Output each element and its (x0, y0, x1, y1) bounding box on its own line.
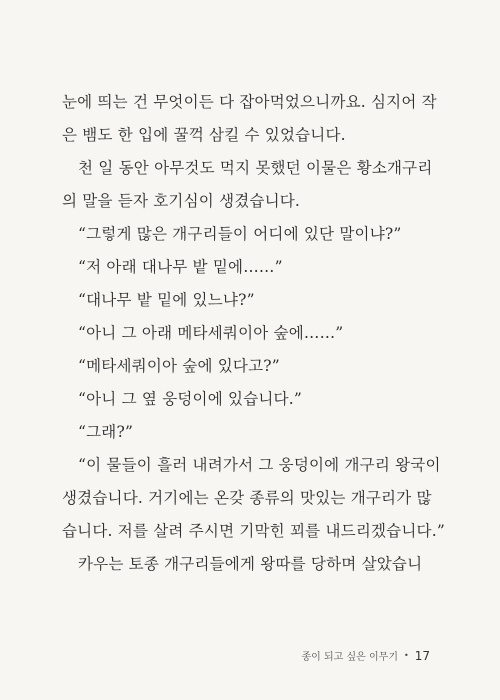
text-line: 의 말을 듣자 호기심이 생겼습니다. (62, 192, 301, 210)
text-line: “그래?” (78, 423, 134, 441)
page-footer (302, 648, 430, 663)
text-line: “이 물들이 흘러 내려가서 그 웅덩이에 개구리 왕국이 (78, 456, 441, 474)
text-line: “그렇게 많은 개구리들이 어디에 있단 말이냐?” (78, 225, 402, 243)
text-line: 눈에 띄는 건 무엇이든 다 잡아먹었으니까요. 심지어 작 (62, 93, 437, 111)
text-line: 생겼습니다. 거기에는 온갖 종류의 맛있는 개구리가 많 (62, 489, 432, 507)
text-line: 은 뱀도 한 입에 꿀꺽 삼킬 수 있었습니다. (62, 126, 346, 144)
text-line: 습니다. 저를 살려 주시면 기막힌 꾀를 내드리겠습니다.” (62, 522, 445, 540)
text-line: “아니 그 옆 웅덩이에 있습니다.” (78, 390, 302, 408)
text-line: “메타세쿼이아 숲에 있다고?” (78, 357, 280, 375)
running-title: 종이 되고 싶은 이무기 (301, 652, 398, 663)
text-line: “대나무 밭 밑에 있느냐?” (78, 291, 255, 309)
text-line: “아니 그 아래 메타세쿼이아 숲에……” (78, 324, 344, 342)
text-line: 카우는 토종 개구리들에게 왕따를 당하며 살았습니 (78, 555, 423, 573)
text-line: “저 아래 대나무 밭 밑에……” (78, 258, 283, 276)
separator-dot: • (404, 651, 409, 660)
page-number: 17 (414, 648, 430, 663)
text-line: 천 일 동안 아무것도 먹지 못했던 이물은 황소개구리 (78, 159, 433, 177)
body-text (62, 86, 462, 581)
